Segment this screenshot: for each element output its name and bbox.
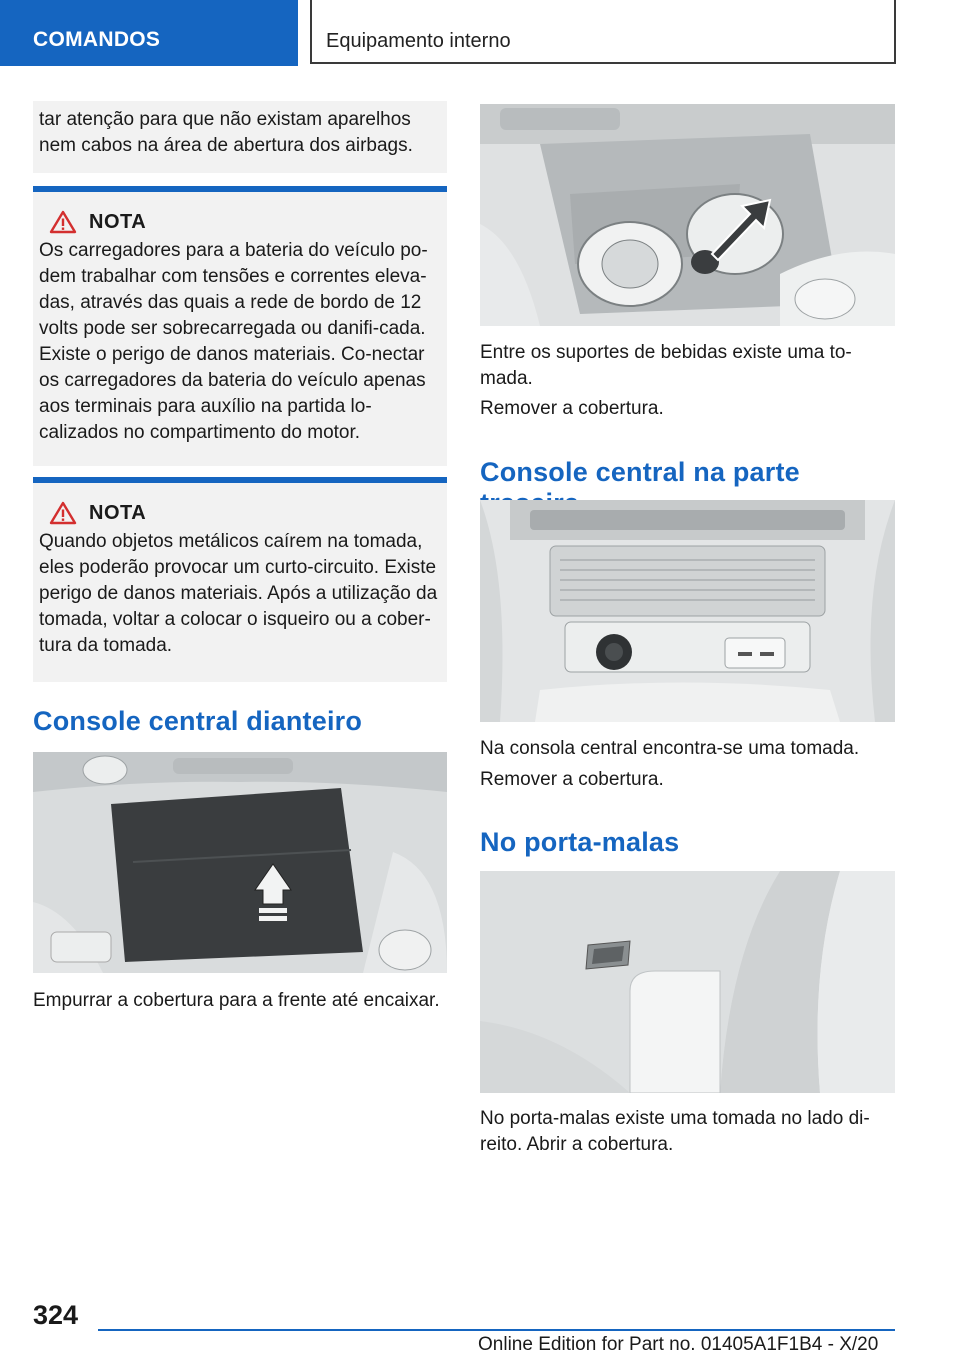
section-heading-rear-console: Console central na parte	[480, 457, 800, 487]
footer-edition-text: Online Edition for Part no. 01405A1F1B4 - X/20	[478, 1334, 879, 1355]
header-section-tab: COMANDOS	[0, 0, 298, 66]
note-box-chargers	[33, 186, 447, 466]
note-body: Os carregadores para a bateria do veículo po-dem trabalhar com tensões e correntes eleva-das, através das quais a rede de bordo de 12 volts pode ser sobrecarregada ou danifi-cada. Existe o perigo de danos materiais. Co-nectar os carregadores da bateria do veículo apenas aos terminais para auxílio na partida lo-calizados no compartimento do motor.	[39, 240, 428, 443]
rear-console-caption-1: Na consola central encontra-se uma tomada.	[480, 738, 860, 759]
section-heading-trunk: No porta-malas	[480, 827, 680, 857]
header-chapter-title: Equipamento interno	[310, 0, 896, 64]
front-console-caption: Empurrar a cobertura para a frente até encaixar.	[33, 990, 440, 1011]
note-title: NOTA	[89, 210, 147, 233]
trunk-socket-illustration	[480, 871, 895, 1093]
page-number: 324	[33, 1300, 79, 1330]
front-console-illustration	[33, 752, 447, 973]
rear-console-illustration	[480, 500, 895, 722]
warning-triangle-icon	[49, 501, 77, 525]
warning-triangle-icon	[49, 210, 77, 234]
trunk-caption: No porta-malas existe uma tomada no lado di-reito. Abrir a cobertura.	[480, 1108, 870, 1155]
footer-divider	[98, 1329, 895, 1331]
note-body: Quando objetos metálicos caírem na tomada, eles poderão provocar um curto-circuito. Existe perigo de danos materiais. Após a utilização da tomada, voltar a colocar o isqueiro ou a cober-tura da tomada.	[39, 531, 438, 656]
cupholder-socket-illustration	[480, 104, 895, 326]
section-heading-front-console: Console central dianteiro	[33, 706, 363, 736]
continued-text: tar atenção para que não existam aparelhos nem cabos na área de abertura dos airbags.	[39, 109, 413, 156]
note-header	[39, 210, 439, 234]
note-header	[39, 501, 439, 525]
note-title: NOTA	[89, 501, 147, 524]
cupholder-caption-1: Entre os suportes de bebidas existe uma to-mada.	[480, 342, 852, 389]
note-box-metal-objects	[33, 477, 447, 682]
cupholder-caption-2: Remover a cobertura.	[480, 398, 664, 419]
rear-console-caption-2: Remover a cobertura.	[480, 769, 664, 790]
continued-text-box	[33, 101, 447, 173]
